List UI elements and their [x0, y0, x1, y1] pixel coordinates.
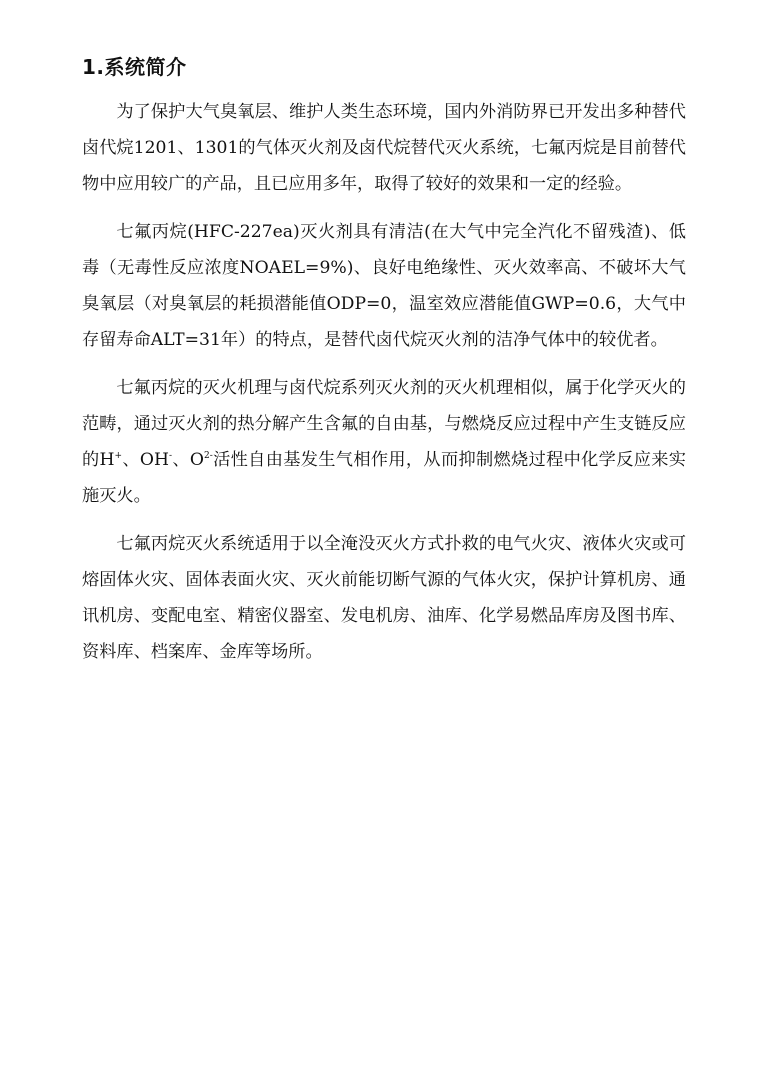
- mechanism-text-after: 活性自由基发生气相作用，从而抑制燃烧过程中化学反应来实施灭火。: [82, 450, 686, 506]
- paragraph-properties: 七氟丙烷(HFC-227ea)灭火剂具有清洁(在大气中完全汽化不留残渣)、低毒（无毒性反应浓度NOAEL=9%)、良好电绝缘性、灭火效率高、不破坏大气臭氧层（对臭氧层的耗损潜能值ODP=0，温室效应潜能值GWP=0.6，大气中存留寿命ALT=31年）的特点，是替代卤代烷灭火剂的洁净气体中的较优者。: [82, 222, 686, 350]
- mechanism-text-before: 七氟丙烷的灭火机理与卤代烷系列灭火剂的灭火机理相似，属于化学灭火的范畴，通过灭火剂的热分解产生含氟的自由基，与燃烧反应过程中产生支链反应的H: [82, 378, 686, 470]
- mechanism-text-o: 、O: [172, 450, 205, 470]
- superscript-oh: -: [169, 451, 173, 461]
- paragraph-intro: 为了保护大气臭氧层、维护人类生态环境，国内外消防界已开发出多种替代卤代烷1201、1301的气体灭火剂及卤代烷替代灭火系统，七氟丙烷是目前替代物中应用较广的产品，且已应用多年，取得了较好的效果和一定的经验。: [82, 102, 686, 194]
- paragraph-applications: 七氟丙烷灭火系统适用于以全淹没灭火方式扑救的电气火灾、液体火灾或可熔固体火灾、固体表面火灾、灭火前能切断气源的气体火灾，保护计算机房、通讯机房、变配电室、精密仪器室、发电机房、油库、化学易燃品库房及图书库、资料库、档案库、金库等场所。: [82, 534, 686, 662]
- superscript-h: +: [114, 451, 123, 461]
- superscript-o: 2-: [204, 451, 213, 461]
- section-heading: 1.系统简介: [82, 55, 187, 79]
- paragraph-mechanism: [82, 370, 686, 514]
- document-page: [82, 52, 686, 682]
- mechanism-text-oh: 、OH: [122, 450, 170, 470]
